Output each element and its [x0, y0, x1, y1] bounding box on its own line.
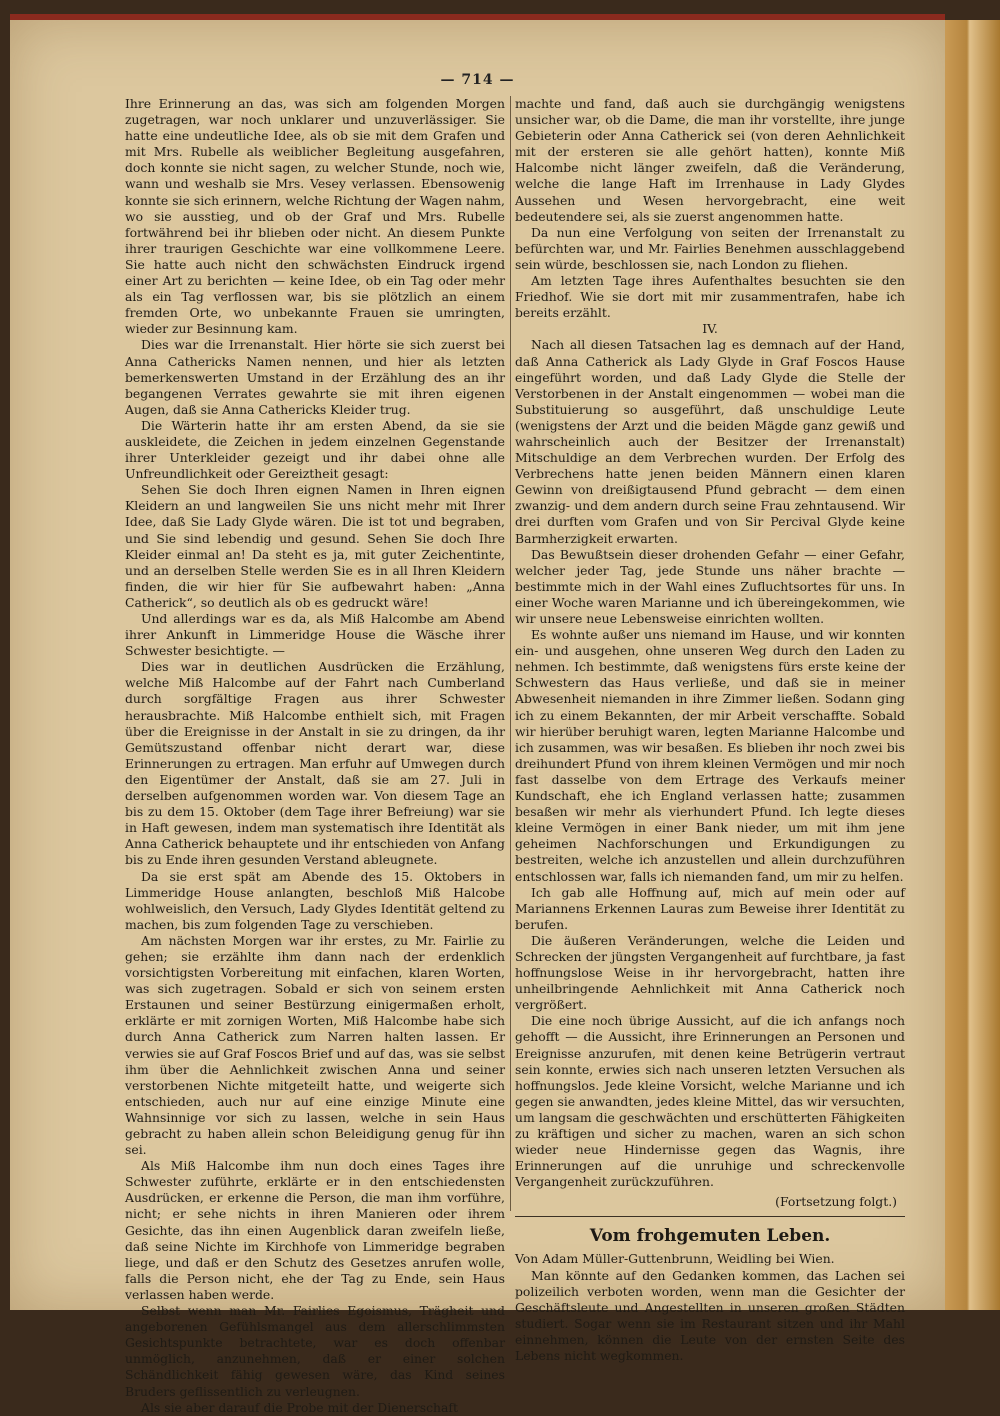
paragraph: Nach all diesen Tatsachen lag es demnach auf der Hand, daß Anna Catherick als Lady Glyde in Graf Foscos Hause eingeführt worden, und daß Lady Glyde die Stelle der Verstorbenen in der Anstalt eingenommen — wobei man die Substituierung so ausgeführt, daß unschuldige Leute (wenigstens der Arzt und die beiden Mägde ganz gewiß und wahrscheinlich auch der Besitzer der Irrenanstalt) Mitschuldige an dem Verbrechen wurden. Der Erfolg des Verbrechens hatte jenen beiden Männern einen klaren Gewinn von dreißigtausend Pfund gebracht — dem einen zwanzig- und dem andern durch seine Frau zehntausend. Wir drei durften vom Grafen und von Sir Percival Glyde keine Barmherzigkeit erwarten. [515, 337, 905, 546]
paragraph: machte und fand, daß auch sie durchgängig wenigstens unsicher war, ob die Dame, die man ihr vorstellte, ihre junge Gebieterin oder Anna Catherick sei (von deren Aehnlichkeit mit der ersteren sie alle gehört hatten), konnte Miß Halcombe nicht länger zweifeln, daß die Veränderung, welche die lange Haft im Irrenhause in Lady Glydes Aussehen und Wesen hervorgebracht, eine weit bedeutendere sei, als sie zuerst angenommen hatte. [515, 96, 905, 224]
article-byline: Von Adam Müller-Guttenbrunn, Weidling bei Wien. [515, 1251, 835, 1267]
section-divider [515, 1216, 905, 1217]
page-edge [945, 20, 1000, 1310]
paragraph: Die äußeren Veränderungen, welche die Leiden und Schrecken der jüngsten Vergangenheit auf furchtbare, ja fast hoffnungslose Weise in ihr hervorgebracht, hatten ihre unheilbringende Aehnlichkeit mit Anna Catherick noch vergrößert. [515, 932, 905, 1013]
paragraph: Ihre Erinnerung an das, was sich am folgenden Morgen zugetragen, war noch unklarer und unzuverlässiger. Sie hatte eine undeutliche Idee, als ob sie mit dem Grafen und mit Mrs. Rubelle als weiblicher Begleitung ausgefahren, doch konnte sie nicht sagen, zu welcher Stunde, noch wie, wann und weshalb sie Mrs. Vesey verlassen. Ebensowenig konnte sie sich erinnern, welche Richtung der Wagen nahm, wo sie ausstieg, und ob der Graf und Mrs. Rubelle fortwährend bei ihr blieben oder nicht. An diesem Punkte ihrer traurigen Geschichte war eine vollkommene Leere. Sie hatte auch nicht den schwächsten Eindruck irgend einer Art zu berichten — keine Idee, ob ein Tag oder mehr als ein Tag verflossen war, bis sie plötzlich an einem fremden Orte, wo unbekannte Frauen sie umringten, wieder zur Besinnung kam. [125, 96, 505, 337]
paragraph: Dies war die Irrenanstalt. Hier hörte sie sich zuerst bei Anna Cathericks Namen nennen, und hier als letzten bemerkenswerten Umstand in der Erzählung des an ihr begangenen Verrates gewahrte sie mit ihren eigenen Augen, daß sie Anna Cathericks Kleider trug. [125, 337, 505, 417]
paragraph: Dies war in deutlichen Ausdrücken die Erzählung, welche Miß Halcombe auf der Fahrt nach Cumberland durch sorgfältige Fragen aus ihrer Schwester herausbrachte. Miß Halcombe enthielt sich, mit Fragen über die Ereignisse in der Anstalt in sie zu dringen, da ihr Gemütszustand offenbar nicht derart war, diese Erinnerungen zu ertragen. Man erfuhr auf Umwegen durch den Eigentümer der Anstalt, daß sie am 27. Juli in derselben aufgenommen worden war. Von diesem Tage an bis zu dem 15. Oktober (dem Tage ihrer Befreiung) war sie in Haft gewesen, indem man systematisch ihre Identität als Anna Catherick behauptete und ihr entschieden von Anfang bis zu Ende ihren gesunden Verstand ableugnete. [125, 659, 505, 868]
section-number: IV. [702, 321, 718, 337]
paragraph: Selbst wenn man Mr. Fairlies Egoismus, Trägheit und angeborenen Gefühlsmangel aus dem allerschlimmsten Gesichtspunkte betrachtete, war es doch offenbar unmöglich, anzunehmen, daß er einer solchen Schändlichkeit fähig gewesen wäre, das Kind seines Bruders geflissentlich zu verleugnen. [125, 1303, 505, 1399]
article-text: Man könnte auf den Gedanken kommen, das Lachen sei polizeilich verboten worden, wenn man die Gesichter der Geschäftsleute und Angestellten in unseren großen Städten studiert. Sogar wenn sie im Restaurant sitzen und ihr Mahl einnehmen, können die Leute von der ernsten Seite des Lebens nicht wegkommen. [515, 1267, 905, 1364]
paragraph: Das Bewußtsein dieser drohenden Gefahr — einer Gefahr, welcher jeder Tag, jede Stunde uns näher brachte — bestimmte mich in der Wahl eines Zufluchtsortes für uns. In einer Woche waren Marianne und ich übereingekommen, wie wir unsere neue Lebensweise einrichten wollten. [515, 546, 905, 626]
paragraph: Da sie erst spät am Abende des 15. Oktobers in Limmeridge House anlangten, beschloß Miß Halcobe wohlweislich, den Versuch, Lady Glydes Identität geltend zu machen, bis zum folgenden Tage zu verschieben. [125, 868, 505, 932]
page-number: — 714 — [440, 72, 515, 88]
article-title: Vom frohgemuten Leben. [589, 1226, 831, 1247]
left-column [125, 96, 505, 1416]
paragraph: Die Wärterin hatte ihr am ersten Abend, da sie sie auskleidete, die Zeichen in jedem einzelnen Gegenstande ihrer Unterkleider gezeigt und ihr dabei ohne alle Unfreundlichkeit oder Gereiztheit gesagt: [125, 417, 505, 482]
right-column [515, 96, 905, 1364]
continuation-note: (Fortsetzung folgt.) [775, 1194, 897, 1210]
paragraph: Und allerdings war es da, als Miß Halcombe am Abend ihrer Ankunft in Limmeridge House die Wäsche ihrer Schwester besichtigte. — [125, 611, 505, 659]
paragraph: Als Miß Halcombe ihm nun doch eines Tages ihre Schwester zuführte, erklärte er in den entschiedensten Ausdrücken, er erkenne die Person, die man ihm vorführe, nicht; er sehe nichts in ihren Manieren oder ihrem Gesichte, das ihn einen Augenblick daran zweifeln ließe, daß seine Nichte im Kirchhofe von Limmeridge begraben liege, und daß er den Schutz des Gesetzes anrufen wolle, falls die Person nicht, ehe der Tag zu Ende, sein Haus verlassen haben werde. [125, 1158, 505, 1302]
paragraph: Ich gab alle Hoffnung auf, mich auf mein oder auf Mariannens Erkennen Lauras zum Beweise ihrer Identität zu berufen. [515, 884, 905, 932]
paragraph: Es wohnte außer uns niemand im Hause, und wir konnten ein- und ausgehen, ohne unseren Weg durch den Laden zu nehmen. Ich bestimmte, daß wenigstens fürs erste keine der Schwestern das Haus verließe, und daß sie in meiner Abwesenheit niemanden in ihre Zimmer ließen. Sodann ging ich zu einem Bekannten, der mir Arbeit verschaffte. Sobald wir hierüber beruhigt waren, legten Marianne Halcombe und ich zusammen, was wir besaßen. Es blieben ihr noch zwei bis dreihundert Pfund von ihrem kleinen Vermögen und mir noch fast dasselbe von dem Ertrage des Verkaufs meiner Kundschaft, ehe ich England verlassen hatte; zusammen besaßen wir mehr als vierhundert Pfund. Ich legte dieses kleine Vermögen in einer Bank nieder, um mit ihm jene geheimen Nachforschungen und Erkundigungen zu bestreiten, welche ich anzustellen und allein durchzuführen entschlossen war, falls ich niemanden fand, um mir zu helfen. [515, 627, 905, 884]
paragraph: Die eine noch übrige Aussicht, auf die ich anfangs noch gehofft — die Aussicht, ihre Erinnerungen an Personen und Ereignisse anzurufen, mit denen keine Betrügerin vertraut sein konnte, erwies sich nach unseren letzten Versuchen als hoffnungslos. Jede kleine Vorsicht, welche Marianne und ich gegen sie anwandten, jedes kleine Mittel, das wir versuchten, um langsam die geschwächten und erschütterten Fähigkeiten zu kräftigen und sicher zu machen, waren an sich schon wieder neue Hindernisse gegen das Wagnis, ihre Erinnerungen auf die unruhige und schreckenvolle Vergangenheit zurückzuführen. [515, 1013, 905, 1190]
paragraph: Am nächsten Morgen war ihr erstes, zu Mr. Fairlie zu gehen; sie erzählte ihm dann nach der erdenklich vorsichtigsten Vorbereitung mit einfachen, klaren Worten, was sich zugetragen. Sobald er sich von seinem ersten Erstaunen und seiner Bestürzung einigermaßen erholt, erklärte er mit zornigen Worten, Miß Halcombe habe sich durch Anna Catherick zum Narren halten lassen. Er verwies sie auf Graf Foscos Brief und auf das, was sie selbst ihm über die Aehnlichkeit zwischen Anna und seiner verstorbenen Nichte mitgeteilt hatte, und weigerte sich entschieden, auch nur auf eine einzige Minute eine Wahnsinnige vor sich zu lassen, welche in sein Haus gebracht zu haben allein schon Beleidigung genug für ihn sei. [125, 932, 505, 1158]
paragraph: Am letzten Tage ihres Aufenthaltes besuchten sie den Friedhof. Wie sie dort mit mir zusammentrafen, habe ich bereits erzählt. [515, 273, 905, 321]
paragraph: Als sie aber darauf die Probe mit der Dienerschaft [141, 1399, 458, 1415]
paragraph: Da nun eine Verfolgung von seiten der Irrenanstalt zu befürchten war, und Mr. Fairlies Benehmen ausschlaggebend sein würde, beschlossen sie, nach London zu fliehen. [515, 224, 905, 272]
paragraph: Sehen Sie doch Ihren eignen Namen in Ihren eignen Kleidern an und langweilen Sie uns nicht mehr mit Ihrer Idee, daß Sie Lady Glyde wären. Die ist tot und begraben, und Sie sind lebendig und gesund. Sehen Sie doch Ihre Kleider einmal an! Da steht es ja, mit guter Zeichentinte, und an derselben Stelle werden Sie es in all Ihren Kleidern finden, die wir hier für Sie aufbewahrt haben: „Anna Catherick“, so deutlich als ob es gedruckt wäre! [125, 482, 505, 610]
column-divider [510, 96, 511, 1211]
